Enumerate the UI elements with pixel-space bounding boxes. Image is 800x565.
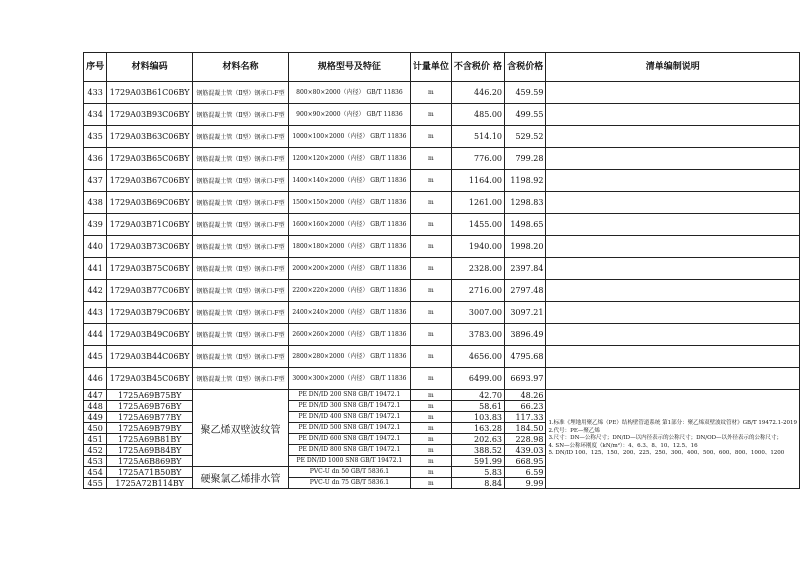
- cell-price-tax: 66.23: [505, 401, 546, 412]
- cell-spec: PE DN/ID 400 SN8 GB/T 19472.1: [288, 412, 410, 423]
- cell-code: 1729A03B63C06BY: [107, 126, 193, 148]
- cell-name: 钢筋混凝土管（Ⅱ型）钢承口-F型: [192, 258, 288, 280]
- cell-price: 485.00: [451, 104, 504, 126]
- cell-seq: 445: [84, 346, 107, 368]
- cell-seq: 454: [84, 467, 107, 478]
- cell-price-tax: 3097.21: [505, 302, 546, 324]
- cell-notes: [546, 258, 800, 280]
- table-row: [84, 390, 800, 401]
- table-row: [84, 170, 800, 192]
- cell-spec: PE DN/ID 500 SN8 GB/T 19472.1: [288, 423, 410, 434]
- table-row: [84, 82, 800, 104]
- cell-notes: [546, 148, 800, 170]
- cell-price: 163.28: [451, 423, 504, 434]
- cell-price: 446.20: [451, 82, 504, 104]
- cell-price-tax: 6.59: [505, 467, 546, 478]
- cell-spec: 1200×120×2000（内径） GB/T 11836: [288, 148, 410, 170]
- table-row: [84, 148, 800, 170]
- cell-spec: 1500×150×2000（内径） GB/T 11836: [288, 192, 410, 214]
- cell-price-tax: 4795.68: [505, 346, 546, 368]
- cell-spec: 2600×260×2000（内径） GB/T 11836: [288, 324, 410, 346]
- cell-spec: 2200×220×2000（内径） GB/T 11836: [288, 280, 410, 302]
- cell-seq: 438: [84, 192, 107, 214]
- table-row: [84, 214, 800, 236]
- cell-name: 钢筋混凝土管（Ⅱ型）钢承口-F型: [192, 324, 288, 346]
- header-code: 材料编码: [107, 53, 193, 82]
- cell-unit: m: [410, 170, 451, 192]
- cell-name: 钢筋混凝土管（Ⅱ型）钢承口-F型: [192, 346, 288, 368]
- cell-price: 1261.00: [451, 192, 504, 214]
- cell-price: 103.83: [451, 412, 504, 423]
- header-notes: 清单编制说明: [546, 53, 800, 82]
- cell-seq: 443: [84, 302, 107, 324]
- cell-price-tax: 459.59: [505, 82, 546, 104]
- cell-notes: [546, 236, 800, 258]
- table-row: [84, 104, 800, 126]
- cell-unit: m: [410, 423, 451, 434]
- cell-seq: 437: [84, 170, 107, 192]
- cell-price: 1164.00: [451, 170, 504, 192]
- cell-notes: [546, 214, 800, 236]
- cell-seq: 444: [84, 324, 107, 346]
- cell-code: 1729A03B67C06BY: [107, 170, 193, 192]
- cell-unit: m: [410, 467, 451, 478]
- cell-seq: 436: [84, 148, 107, 170]
- cell-unit: m: [410, 346, 451, 368]
- cell-unit: m: [410, 478, 451, 489]
- cell-code: 1729A03B73C06BY: [107, 236, 193, 258]
- cell-spec: 2800×280×2000（内径） GB/T 11836: [288, 346, 410, 368]
- cell-spec: PVC-U dn 50 GB/T 5836.1: [288, 467, 410, 478]
- cell-price: 2328.00: [451, 258, 504, 280]
- cell-price-tax: 9.99: [505, 478, 546, 489]
- cell-code: 1725A69B76BY: [107, 401, 193, 412]
- cell-spec: PVC-U dn 75 GB/T 5836.1: [288, 478, 410, 489]
- cell-price: 5.83: [451, 467, 504, 478]
- cell-unit: m: [410, 302, 451, 324]
- cell-spec: 1400×140×2000（内径） GB/T 11836: [288, 170, 410, 192]
- cell-price-tax: 2397.84: [505, 258, 546, 280]
- cell-name: 钢筋混凝土管（Ⅱ型）钢承口-F型: [192, 368, 288, 390]
- header-unit: 计量单位: [410, 53, 451, 82]
- cell-notes: [546, 368, 800, 390]
- cell-notes: [546, 280, 800, 302]
- cell-notes: [546, 126, 800, 148]
- cell-seq: 449: [84, 412, 107, 423]
- cell-price-tax: 499.55: [505, 104, 546, 126]
- cell-price-tax: 48.26: [505, 390, 546, 401]
- cell-seq: 439: [84, 214, 107, 236]
- cell-seq: 448: [84, 401, 107, 412]
- cell-spec: 2400×240×2000（内径） GB/T 11836: [288, 302, 410, 324]
- cell-price: 1940.00: [451, 236, 504, 258]
- table-row: [84, 126, 800, 148]
- cell-unit: m: [410, 258, 451, 280]
- cell-price: 388.52: [451, 445, 504, 456]
- cell-seq: 434: [84, 104, 107, 126]
- cell-unit: m: [410, 412, 451, 423]
- group-name-pe: 聚乙烯双壁波纹管: [192, 390, 288, 467]
- table-row: [84, 324, 800, 346]
- cell-unit: m: [410, 82, 451, 104]
- cell-code: 1729A03B65C06BY: [107, 148, 193, 170]
- cell-code: 1729A03B45C06BY: [107, 368, 193, 390]
- cell-price-tax: 1998.20: [505, 236, 546, 258]
- cell-seq: 450: [84, 423, 107, 434]
- cell-unit: m: [410, 434, 451, 445]
- cell-price: 6499.00: [451, 368, 504, 390]
- cell-unit: m: [410, 280, 451, 302]
- cell-seq: 447: [84, 390, 107, 401]
- header-seq: 序号: [84, 53, 107, 82]
- cell-spec: 800×80×2000（内径） GB/T 11836: [288, 82, 410, 104]
- cell-unit: m: [410, 126, 451, 148]
- cell-spec: PE DN/ID 1000 SN8 GB/T 19472.1: [288, 456, 410, 467]
- table-row: [84, 236, 800, 258]
- table-row: [84, 258, 800, 280]
- cell-seq: 441: [84, 258, 107, 280]
- cell-spec: 1800×180×2000（内径） GB/T 11836: [288, 236, 410, 258]
- cell-price-tax: 439.03: [505, 445, 546, 456]
- cell-spec: 900×90×2000（内径） GB/T 11836: [288, 104, 410, 126]
- cell-code: 1729A03B93C06BY: [107, 104, 193, 126]
- cell-price-tax: 3896.49: [505, 324, 546, 346]
- cell-notes: [546, 82, 800, 104]
- cell-price-tax: 799.28: [505, 148, 546, 170]
- cell-notes: [546, 104, 800, 126]
- cell-code: 1725A69B79BY: [107, 423, 193, 434]
- cell-price-tax: 6693.97: [505, 368, 546, 390]
- cell-code: 1725A69B77BY: [107, 412, 193, 423]
- cell-price: 42.70: [451, 390, 504, 401]
- cell-price-tax: 117.33: [505, 412, 546, 423]
- cell-notes: [546, 302, 800, 324]
- cell-price: 591.99: [451, 456, 504, 467]
- cell-seq: 435: [84, 126, 107, 148]
- cell-unit: m: [410, 456, 451, 467]
- cell-unit: m: [410, 148, 451, 170]
- cell-code: 1729A03B44C06BY: [107, 346, 193, 368]
- cell-notes: [546, 346, 800, 368]
- cell-code: 1725A69B84BY: [107, 445, 193, 456]
- cell-notes: [546, 170, 800, 192]
- cell-unit: m: [410, 236, 451, 258]
- cell-code: 1725A69B81BY: [107, 434, 193, 445]
- cell-notes: [546, 324, 800, 346]
- cell-seq: 452: [84, 445, 107, 456]
- cell-unit: m: [410, 104, 451, 126]
- cell-code: 1729A03B75C06BY: [107, 258, 193, 280]
- cell-price: 3007.00: [451, 302, 504, 324]
- cell-spec: PE DN/ID 200 SN8 GB/T 19472.1: [288, 390, 410, 401]
- cell-price-tax: 1198.92: [505, 170, 546, 192]
- cell-unit: m: [410, 368, 451, 390]
- cell-price: 776.00: [451, 148, 504, 170]
- concrete-pipe-rows: [84, 82, 800, 390]
- cell-price-tax: 184.50: [505, 423, 546, 434]
- cell-seq: 446: [84, 368, 107, 390]
- cell-price: 1455.00: [451, 214, 504, 236]
- cell-seq: 433: [84, 82, 107, 104]
- cell-price: 514.10: [451, 126, 504, 148]
- cell-code: 1729A03B49C06BY: [107, 324, 193, 346]
- cell-unit: m: [410, 324, 451, 346]
- table-row: [84, 346, 800, 368]
- cell-spec: PE DN/ID 300 SN8 GB/T 19472.1: [288, 401, 410, 412]
- table-row: [84, 368, 800, 390]
- header-name: 材料名称: [192, 53, 288, 82]
- price-list-table: [83, 52, 800, 489]
- cell-unit: m: [410, 390, 451, 401]
- cell-name: 钢筋混凝土管（Ⅱ型）钢承口-F型: [192, 126, 288, 148]
- cell-code: 1725A6B869BY: [107, 456, 193, 467]
- cell-seq: 451: [84, 434, 107, 445]
- cell-price: 202.63: [451, 434, 504, 445]
- cell-name: 钢筋混凝土管（Ⅱ型）钢承口-F型: [192, 104, 288, 126]
- cell-price: 4656.00: [451, 346, 504, 368]
- cell-spec: PE DN/ID 600 SN8 GB/T 19472.1: [288, 434, 410, 445]
- cell-price: 58.61: [451, 401, 504, 412]
- cell-code: 1729A03B77C06BY: [107, 280, 193, 302]
- cell-name: 钢筋混凝土管（Ⅱ型）钢承口-F型: [192, 214, 288, 236]
- cell-spec: 3000×300×2000（内径） GB/T 11836: [288, 368, 410, 390]
- cell-price: 2716.00: [451, 280, 504, 302]
- cell-notes: [546, 192, 800, 214]
- cell-code: 1729A03B61C06BY: [107, 82, 193, 104]
- group-name-pvc: 硬聚氯乙烯排水管: [192, 467, 288, 489]
- cell-seq: 440: [84, 236, 107, 258]
- cell-code: 1725A72B114BY: [107, 478, 193, 489]
- cell-name: 钢筋混凝土管（Ⅱ型）钢承口-F型: [192, 170, 288, 192]
- table-row: [84, 192, 800, 214]
- cell-seq: 442: [84, 280, 107, 302]
- cell-name: 钢筋混凝土管（Ⅱ型）钢承口-F型: [192, 148, 288, 170]
- cell-name: 钢筋混凝土管（Ⅱ型）钢承口-F型: [192, 302, 288, 324]
- cell-spec: 1000×100×2000（内径） GB/T 11836: [288, 126, 410, 148]
- cell-code: 1729A03B71C06BY: [107, 214, 193, 236]
- plastic-pipe-rows: [84, 390, 800, 489]
- cell-name: 钢筋混凝土管（Ⅱ型）钢承口-F型: [192, 192, 288, 214]
- cell-price-tax: 1498.65: [505, 214, 546, 236]
- cell-seq: 455: [84, 478, 107, 489]
- cell-price-tax: 228.98: [505, 434, 546, 445]
- header-price-inc-tax: 含税价格: [505, 53, 546, 82]
- cell-price: 3783.00: [451, 324, 504, 346]
- cell-unit: m: [410, 192, 451, 214]
- cell-spec: PE DN/ID 800 SN8 GB/T 19472.1: [288, 445, 410, 456]
- cell-unit: m: [410, 445, 451, 456]
- cell-price-tax: 529.52: [505, 126, 546, 148]
- cell-price-tax: 668.95: [505, 456, 546, 467]
- cell-code: 1729A03B79C06BY: [107, 302, 193, 324]
- cell-spec: 2000×200×2000（内径） GB/T 11836: [288, 258, 410, 280]
- cell-unit: m: [410, 214, 451, 236]
- table-row: [84, 302, 800, 324]
- cell-price: 8.84: [451, 478, 504, 489]
- group-note-pe: 1.标准《埋地用聚乙烯（PE）结构壁管道系统 第1部分：聚乙烯双壁波纹管材》GB/T 19472.1-2019 2.代号：PE—聚乙烯 3.尺寸：DN—公称尺寸；DN/ID—以内径表示的公称尺寸；DN/OD—以外径表示的公称尺寸； 4. SN—公称环刚度（kN/m²）：4、6.3、8、10、12.5、16 5. DN/ID 100、125、150、200、225、250、300、400、500、600、800、1000、1200: [546, 390, 800, 489]
- cell-price-tax: 2797.48: [505, 280, 546, 302]
- cell-code: 1729A03B69C06BY: [107, 192, 193, 214]
- table-row: [84, 280, 800, 302]
- cell-code: 1725A69B75BY: [107, 390, 193, 401]
- cell-seq: 453: [84, 456, 107, 467]
- header-spec: 规格型号及特征: [288, 53, 410, 82]
- cell-name: 钢筋混凝土管（Ⅱ型）钢承口-F型: [192, 82, 288, 104]
- cell-unit: m: [410, 401, 451, 412]
- cell-name: 钢筋混凝土管（Ⅱ型）钢承口-F型: [192, 236, 288, 258]
- header-row: [84, 53, 800, 82]
- cell-price-tax: 1298.83: [505, 192, 546, 214]
- cell-name: 钢筋混凝土管（Ⅱ型）钢承口-F型: [192, 280, 288, 302]
- cell-code: 1725A71B50BY: [107, 467, 193, 478]
- cell-spec: 1600×160×2000（内径） GB/T 11836: [288, 214, 410, 236]
- header-price-ex-tax: 不含税价 格: [451, 53, 504, 82]
